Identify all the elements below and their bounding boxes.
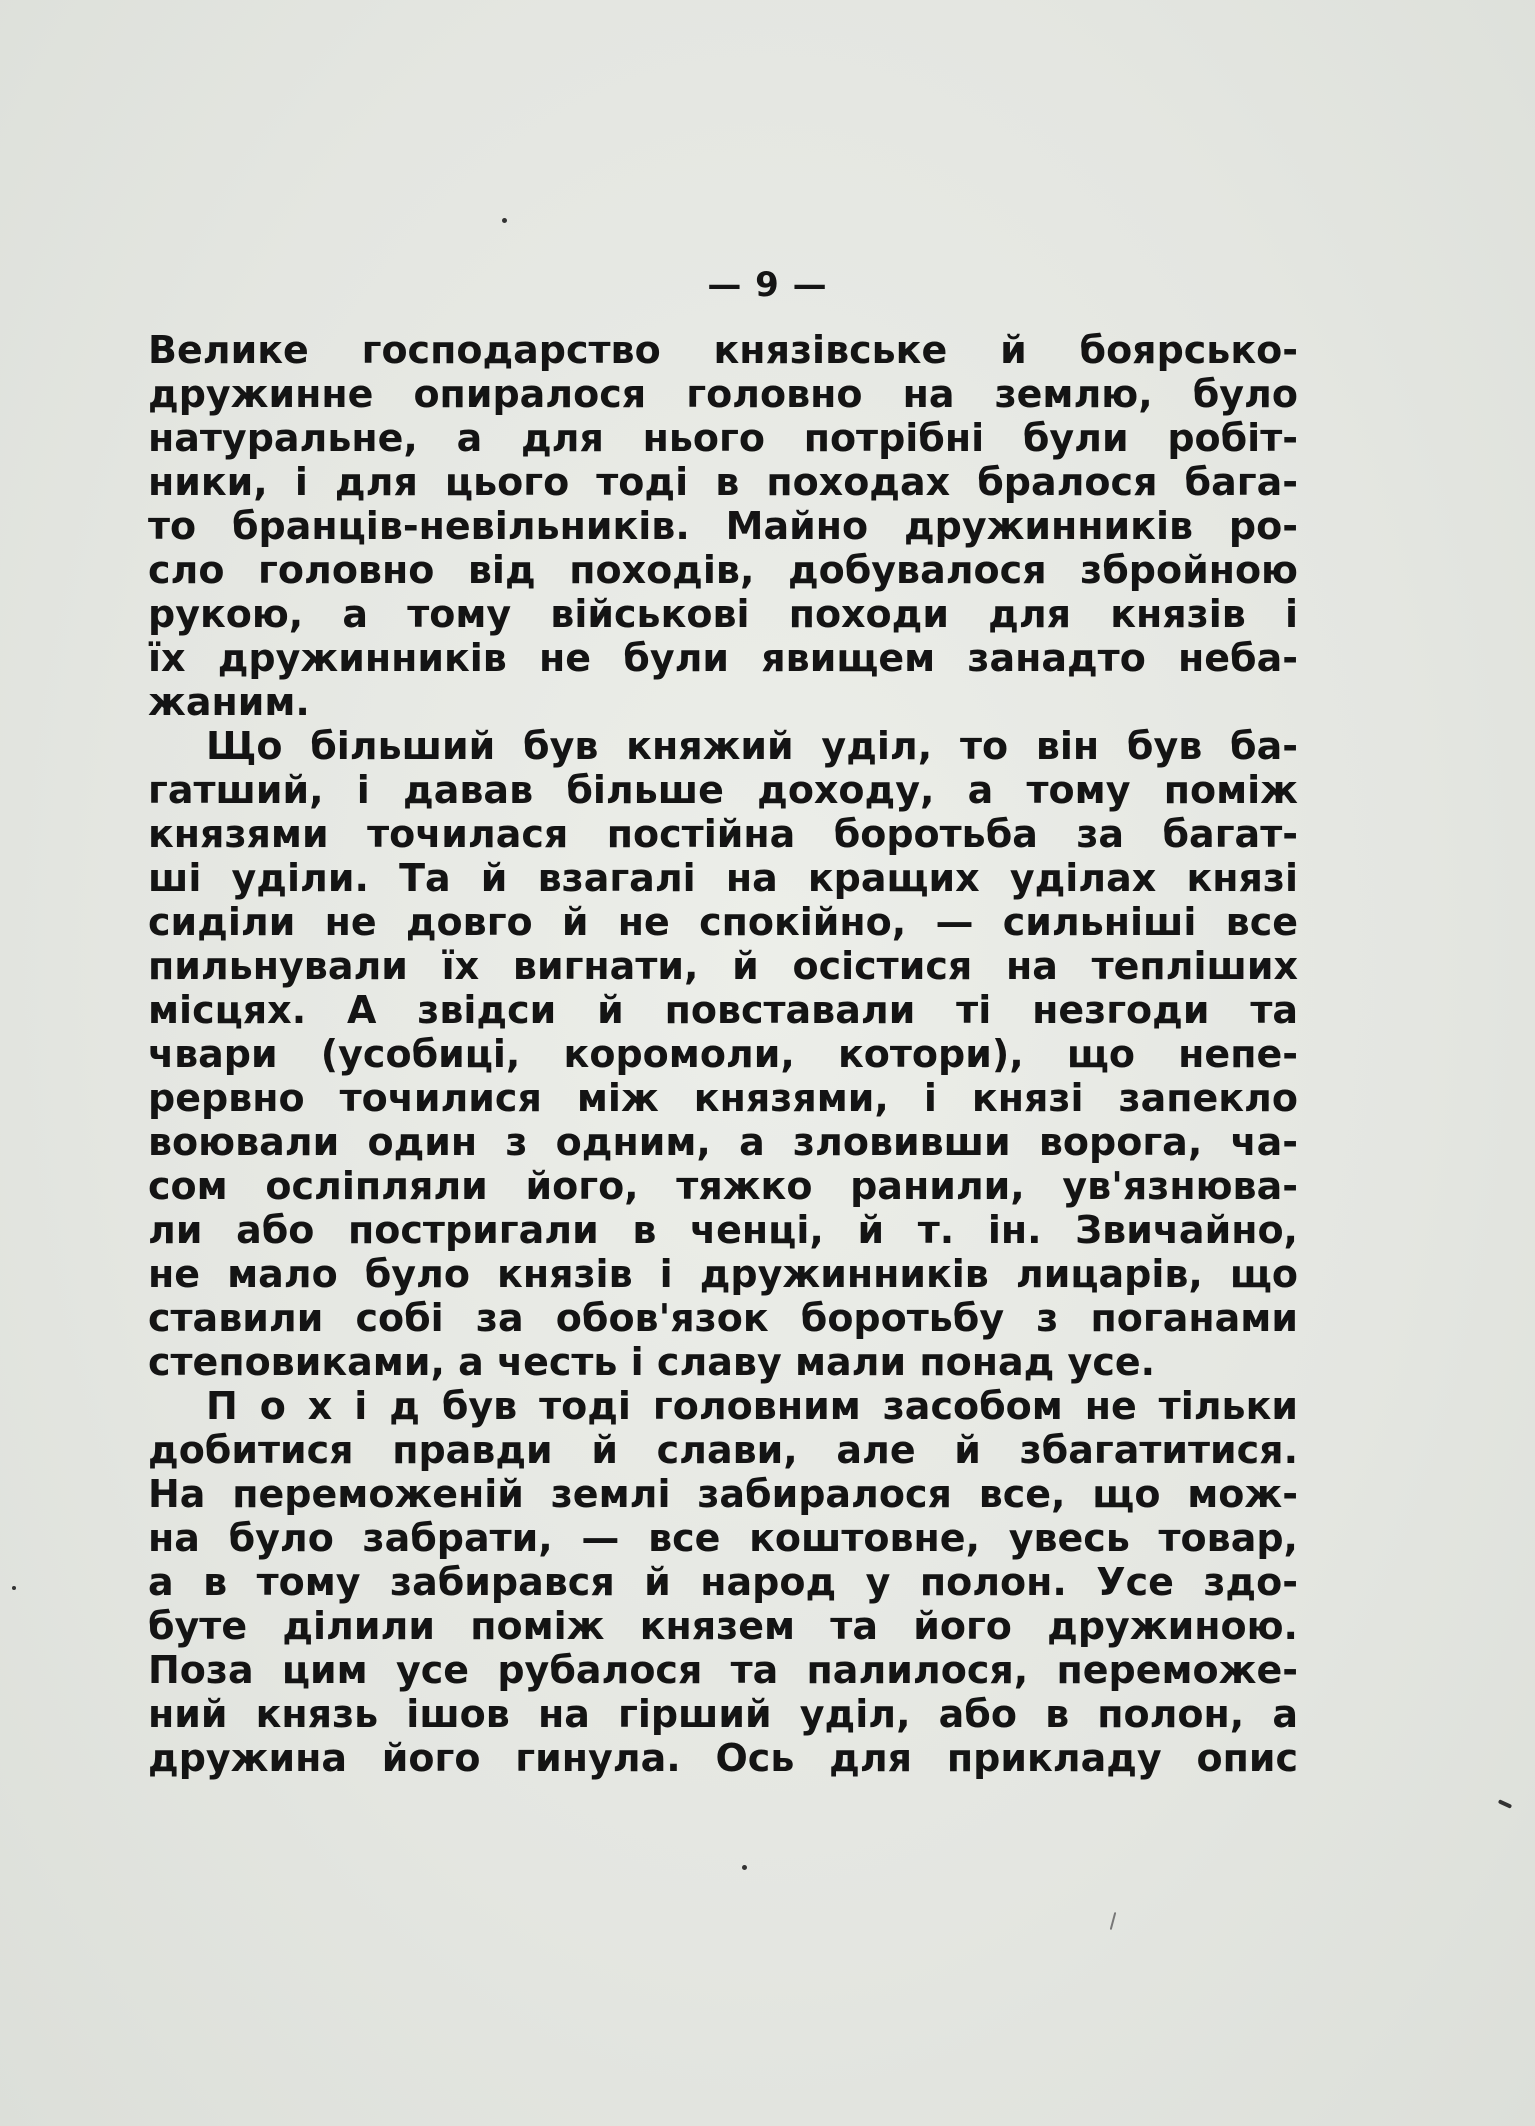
text-line: гатший, і давав більше доходу, а тому поміж [148, 768, 1298, 812]
text-line: ники, і для цього тоді в походах бралося бага- [148, 460, 1298, 504]
text-line: степовиками, а честь і славу мали понад усе. [148, 1340, 1156, 1384]
text-line: дружинне опиралося головно на землю, було [148, 372, 1298, 416]
text-line: князями точилася постійна боротьба за багат- [148, 812, 1298, 856]
text-line: ші уділи. Та й взагалі на кращих уділах князі [148, 856, 1298, 900]
scan-speck [1110, 1912, 1117, 1930]
text-line: чвари (усобиці, коромоли, котори), що непе- [148, 1032, 1298, 1076]
text-line: ний князь ішов на гірший уділ, або в полон, а [148, 1692, 1298, 1736]
text-line: пильнували їх вигнати, й осістися на тепліших [148, 944, 1298, 988]
text-line: жаним. [148, 680, 310, 724]
text-line: сиділи не довго й не спокійно, — сильніші все [148, 900, 1298, 944]
text-line: добитися правди й слави, але й збагатитися. [148, 1428, 1298, 1472]
page-number: — 9 — [707, 265, 828, 305]
scan-speck [742, 1865, 747, 1870]
body-text [148, 328, 1298, 1780]
text-line: їх дружинників не були явищем занадто неба- [148, 636, 1298, 680]
text-line: Що більший був княжий уділ, то він був ба- [206, 724, 1298, 768]
text-line: місцях. А звідси й повставали ті незгоди та [148, 988, 1298, 1032]
text-line: дружина його гинула. Ось для прикладу опис [148, 1736, 1298, 1780]
text-line: воювали один з одним, а зловивши ворога, ча- [148, 1120, 1298, 1164]
text-line: рукою, а тому військові походи для князів і [148, 592, 1298, 636]
text-line: а в тому забирався й народ у полон. Усе здо- [148, 1560, 1298, 1604]
text-line: П о х і д був тоді головним засобом не тільки [206, 1384, 1298, 1428]
text-line: сло головно від походів, добувалося збройною [148, 548, 1298, 592]
text-line: сом осліпляли його, тяжко ранили, ув'язнюва- [148, 1164, 1298, 1208]
text-line: ставили собі за обов'язок боротьбу з поганами [148, 1296, 1298, 1340]
scan-speck [12, 1586, 16, 1590]
paragraph-3 [148, 1384, 1298, 1780]
text-line: не мало було князів і дружинників лицарів, що [148, 1252, 1298, 1296]
text-line: Велике господарство князівське й боярсько- [148, 328, 1298, 372]
text-line: буте ділили поміж князем та його дружиною. [148, 1604, 1298, 1648]
paragraph-2 [148, 724, 1298, 1384]
text-line: то бранців-невільників. Майно дружинників ро- [148, 504, 1298, 548]
text-line: на було забрати, — все коштовне, увесь товар, [148, 1516, 1298, 1560]
text-line: На переможеній землі забиралося все, що мож- [148, 1472, 1298, 1516]
text-line: ли або постригали в ченці, й т. ін. Звичайно, [148, 1208, 1298, 1252]
text-line: натуральне, а для нього потрібні були робіт- [148, 416, 1298, 460]
paragraph-1 [148, 328, 1298, 724]
text-line: Поза цим усе рубалося та палилося, переможе- [148, 1648, 1298, 1692]
scan-speck [1498, 1799, 1512, 1809]
text-line: рервно точилися між князями, і князі запекло [148, 1076, 1298, 1120]
scan-speck [502, 218, 507, 223]
